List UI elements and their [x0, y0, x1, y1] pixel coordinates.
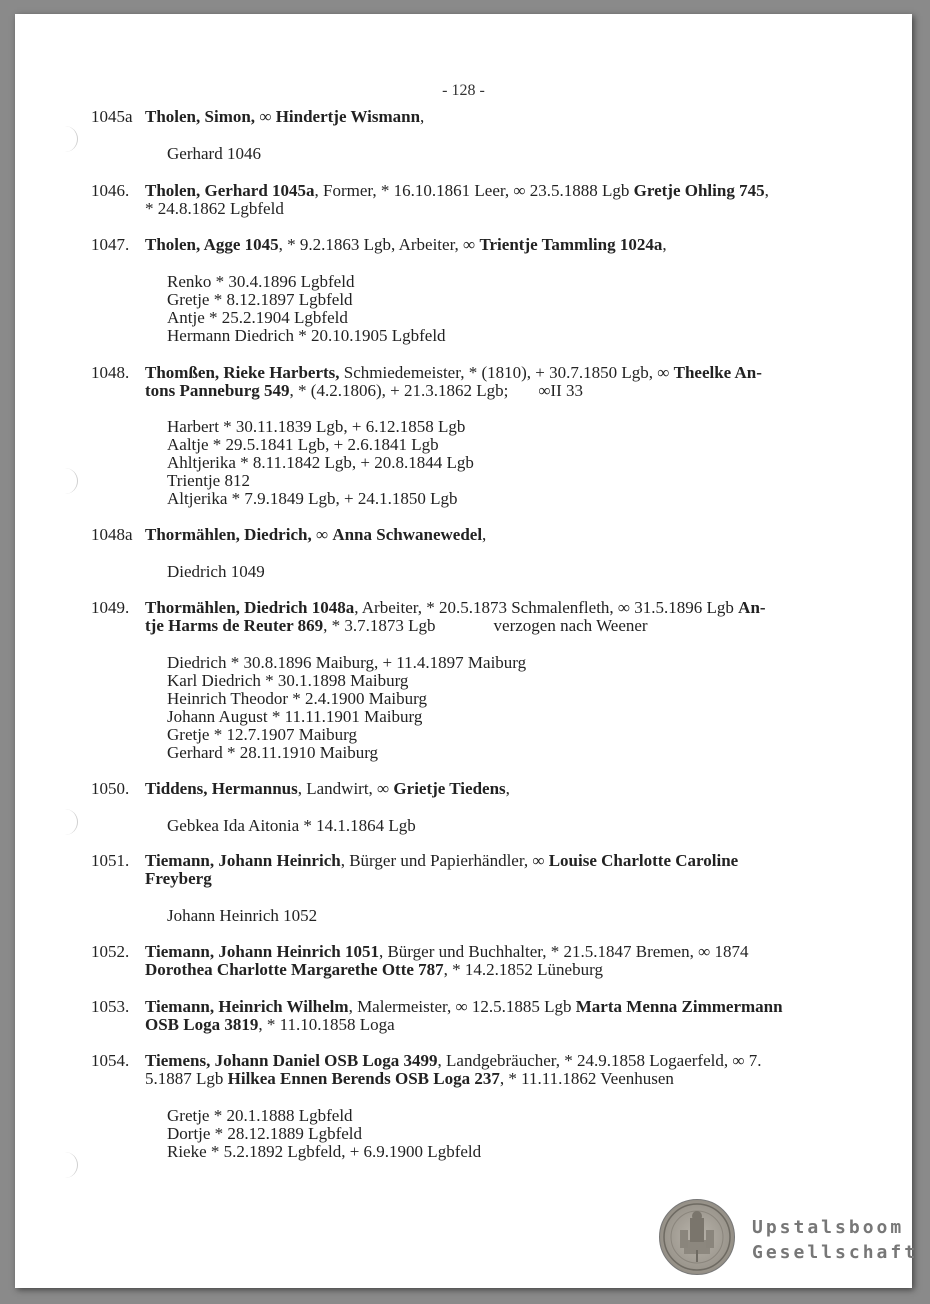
- spouse-name: Louise Charlotte Caroline: [548, 851, 739, 870]
- spouse-name: Freyberg: [145, 869, 212, 888]
- child-line: Gretje * 20.1.1888 Lgbfeld: [167, 1106, 353, 1125]
- entry-number: 1052.: [91, 942, 130, 961]
- entry-1049: [91, 599, 861, 635]
- entry-number: 1048.: [91, 363, 130, 382]
- person-name: Tholen, Simon,: [145, 107, 256, 126]
- punctuation: ,: [764, 181, 769, 200]
- child-line: Gebkea Ida Aitonia * 14.1.1864 Lgb: [167, 816, 416, 835]
- punctuation: ,: [662, 235, 667, 254]
- entry-details: verzogen nach Weener: [493, 616, 648, 635]
- punch-hole: [57, 809, 78, 835]
- entry-number: 1046.: [91, 181, 130, 200]
- entry-number: 1053.: [91, 997, 130, 1016]
- entry-details: , Arbeiter, * 20.5.1873 Schmalenfleth, ∞ 31.5.1896 Lgb: [354, 598, 739, 617]
- spouse-name: Gretje Ohling 745: [633, 181, 765, 200]
- entry-number: 1054.: [91, 1051, 130, 1070]
- child-line: Gerhard 1046: [167, 144, 261, 163]
- punch-hole: [57, 468, 78, 494]
- entry-details: , * 9.2.1863 Lgb, Arbeiter, ∞: [278, 235, 480, 254]
- child-line: Renko * 30.4.1896 Lgbfeld: [167, 272, 355, 291]
- entry-number: 1049.: [91, 598, 130, 617]
- child-line: Harbert * 30.11.1839 Lgb, + 6.12.1858 Lgb: [167, 417, 466, 436]
- person-name: Tiemann, Johann Heinrich 1051: [145, 942, 379, 961]
- entry-1052: [91, 943, 861, 979]
- entry-details: , * (4.2.1806), + 21.3.1862 Lgb;: [289, 381, 509, 400]
- entry-1046: [91, 182, 861, 218]
- children-1047: [167, 273, 817, 345]
- person-name: Thormählen, Diedrich 1048a: [145, 598, 355, 617]
- spouse-name: Trientje Tammling 1024a: [479, 235, 663, 254]
- entry-1050: [91, 780, 861, 798]
- punctuation: ,: [482, 525, 487, 544]
- marriage-symbol: ∞: [259, 107, 272, 126]
- child-line: Gerhard * 28.11.1910 Maiburg: [167, 743, 379, 762]
- person-name: Tiemann, Johann Heinrich: [145, 851, 341, 870]
- person-name: Tiddens, Hermannus: [145, 779, 298, 798]
- child-line: Johann August * 11.11.1901 Maiburg: [167, 707, 423, 726]
- spouse-name: An-: [738, 598, 766, 617]
- child-line: Altjerika * 7.9.1849 Lgb, + 24.1.1850 Lgb: [167, 489, 458, 508]
- entry-details: , * 14.2.1852 Lüneburg: [443, 960, 603, 979]
- child-line: Diedrich 1049: [167, 562, 265, 581]
- spouse-name: Grietje Tiedens: [393, 779, 506, 798]
- entry-details: ∞II 33: [538, 381, 584, 400]
- child-line: Dortje * 28.12.1889 Lgbfeld: [167, 1124, 362, 1143]
- spouse-name: tons Panneburg 549: [145, 381, 290, 400]
- punch-hole: [57, 1152, 78, 1178]
- entry-details: , * 11.10.1858 Loga: [258, 1015, 395, 1034]
- child-line: Heinrich Theodor * 2.4.1900 Maiburg: [167, 689, 427, 708]
- entry-details: , Bürger und Buchhalter, * 21.5.1847 Bremen, ∞ 1874: [378, 942, 749, 961]
- entry-1047: [91, 236, 861, 254]
- entry-number: 1050.: [91, 779, 130, 798]
- child-line: Johann Heinrich 1052: [167, 906, 318, 925]
- entry-number: 1051.: [91, 851, 130, 870]
- children-1045a: [167, 145, 817, 163]
- page-number: - 128 -: [442, 82, 485, 99]
- entry-number: 1045a: [91, 107, 133, 126]
- child-line: Karl Diedrich * 30.1.1898 Maiburg: [167, 671, 409, 690]
- entry-number: 1048a: [91, 525, 133, 544]
- entry-1053: [91, 998, 861, 1034]
- person-name: Tiemann, Heinrich Wilhelm: [145, 997, 349, 1016]
- logo-text-line1: Upstalsboom: [752, 1217, 905, 1238]
- spouse-name: Anna Schwanewedel: [332, 525, 483, 544]
- spouse-name: Hindertje Wismann: [275, 107, 421, 126]
- entry-details: * 24.8.1862 Lgbfeld: [145, 199, 284, 218]
- entry-details: , Former, * 16.10.1861 Leer, ∞ 23.5.1888 Lgb: [314, 181, 634, 200]
- entry-details: , * 11.11.1862 Veenhusen: [499, 1069, 674, 1088]
- entry-details: , Landgebräucher, * 24.9.1858 Logaerfeld, ∞ 7.: [437, 1051, 762, 1070]
- marriage-symbol: ∞: [315, 525, 329, 544]
- entry-details: , Malermeister, ∞ 12.5.1885 Lgb: [348, 997, 576, 1016]
- child-line: Diedrich * 30.8.1896 Maiburg, + 11.4.1897 Maiburg: [167, 653, 527, 672]
- child-line: Ahltjerika * 8.11.1842 Lgb, + 20.8.1844 Lgb: [167, 453, 474, 472]
- entry-1051: [91, 852, 861, 888]
- spouse-name: tje Harms de Reuter 869: [145, 616, 324, 635]
- entry-number: 1047.: [91, 235, 130, 254]
- spouse-name: Hilkea Ennen Berends OSB Loga 237: [227, 1069, 500, 1088]
- children-1049: [167, 654, 817, 762]
- person-name: Thormählen, Diedrich,: [145, 525, 312, 544]
- entry-1054: [91, 1052, 861, 1088]
- children-1054: [167, 1107, 817, 1161]
- entry-1048: [91, 364, 861, 400]
- spouse-name: Theelke An-: [673, 363, 762, 382]
- person-name: Tholen, Gerhard 1045a: [145, 181, 315, 200]
- spouse-name: OSB Loga 3819: [145, 1015, 259, 1034]
- child-line: Rieke * 5.2.1892 Lgbfeld, + 6.9.1900 Lgbfeld: [167, 1142, 482, 1161]
- spouse-name: Dorothea Charlotte Margarethe Otte 787: [145, 960, 444, 979]
- punctuation: ,: [505, 779, 510, 798]
- punctuation: ,: [420, 107, 425, 126]
- punch-hole: [57, 126, 78, 152]
- child-line: Trientje 812: [167, 471, 250, 490]
- document-page: [15, 14, 919, 1288]
- child-line: Gretje * 8.12.1897 Lgbfeld: [167, 290, 353, 309]
- entry-details: , Landwirt, ∞: [297, 779, 394, 798]
- child-line: Aaltje * 29.5.1841 Lgb, + 2.6.1841 Lgb: [167, 435, 439, 454]
- person-name: Thomßen, Rieke Harberts,: [145, 363, 340, 382]
- entry-1048a: [91, 526, 861, 544]
- children-1048: [167, 418, 817, 508]
- child-line: Antje * 25.2.1904 Lgbfeld: [167, 308, 348, 327]
- spouse-name: Marta Menna Zimmermann: [575, 997, 783, 1016]
- children-1051: [167, 907, 817, 925]
- entry-1045a: [91, 108, 861, 126]
- upstalsboom-seal-icon: [659, 1199, 735, 1275]
- person-name: Tholen, Agge 1045: [145, 235, 279, 254]
- logo-text-line2: Gesellschaft: [752, 1242, 919, 1263]
- entry-details: 5.1887 Lgb: [145, 1069, 228, 1088]
- child-line: Gretje * 12.7.1907 Maiburg: [167, 725, 357, 744]
- children-1050: [167, 817, 817, 835]
- entry-details: , Bürger und Papierhändler, ∞: [340, 851, 549, 870]
- entry-details: , * 3.7.1873 Lgb: [323, 616, 436, 635]
- child-line: Hermann Diedrich * 20.10.1905 Lgbfeld: [167, 326, 446, 345]
- person-name: Tiemens, Johann Daniel OSB Loga 3499: [145, 1051, 438, 1070]
- children-1048a: [167, 563, 817, 581]
- entry-details: Schmiedemeister, * (1810), + 30.7.1850 Lgb, ∞: [339, 363, 674, 382]
